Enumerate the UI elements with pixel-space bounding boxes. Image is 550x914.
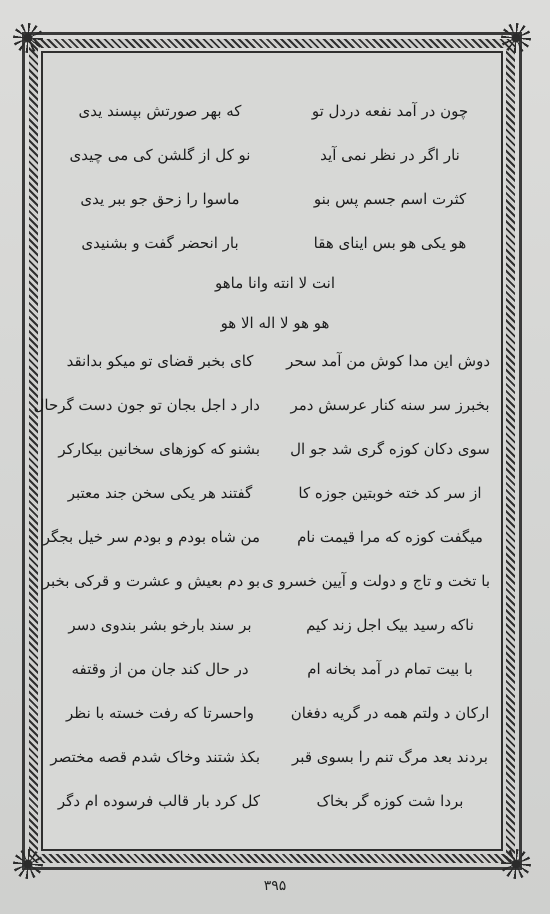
page-number: ۳۹۵ (263, 878, 287, 894)
hemistich: کل کرد بار قالب فرسوده ام دگر (57, 792, 260, 810)
hemistich: واحسرتا که رفت خسته با نظر (66, 704, 254, 722)
hemistich: بر سند بارخو بشر بندوی دسر (68, 616, 252, 634)
couplet (60, 475, 490, 511)
hemistich: دوش این مدا کوش من آمد سحر (286, 352, 490, 370)
poem-text (33, 85, 490, 845)
corner-ornament-icon (501, 23, 531, 53)
hemistich: که بهر صورتش بپسند یدی (78, 102, 242, 120)
hemistich: کای بخبر قضای تو میکو بدانقد (66, 352, 254, 370)
couplet (60, 607, 490, 643)
couplet (60, 137, 490, 173)
couplet (60, 695, 490, 731)
hemistich: بکذ شتند وخاک شدم قصه مختصر (50, 748, 260, 766)
hemistich: میگفت کوزه که مرا قیمت نام (297, 528, 483, 546)
couplet (42, 563, 490, 599)
hemistich: کثرت اسم جسم پس بنو (313, 190, 467, 208)
couplet (57, 783, 490, 819)
hemistich: سوی دکان کوزه گری شد جو ال (290, 440, 490, 458)
hemistich: بردا شت کوزه گر بخاک (316, 792, 464, 810)
couplet (60, 181, 490, 217)
couplet (60, 93, 490, 129)
corner-ornament-icon (501, 849, 531, 879)
hemistich: بار انحضر گفت و بشنیدی (81, 234, 239, 252)
couplet (33, 387, 490, 423)
hemistich: با تخت و تاج و دولت و آیین خسرو ی (262, 572, 490, 590)
couplet (60, 225, 490, 261)
hemistich: دار د اجل بجان تو جون دست گرحال (33, 396, 260, 414)
hemistich: بخبرز سر سنه کنار عرسش دمر (290, 396, 490, 414)
hemistich: بو دم بعیش و عشرت و قرکی بخبر (42, 572, 260, 590)
hemistich: نو کل از گلشن کی می چیدی (69, 146, 251, 164)
couplet (42, 519, 490, 555)
hemistich: بردند بعد مرگ تنم را بسوی قبر (292, 748, 488, 766)
corner-ornament-icon (13, 849, 43, 879)
couplet (50, 739, 490, 775)
refrain-line: هو هو لا اله الا هو (220, 314, 330, 332)
couplet (60, 343, 490, 379)
hemistich: ناکه رسید بیک اجل زند کیم (306, 616, 474, 634)
couplet (60, 651, 490, 687)
hemistich: ماسوا را زحق جو ببر یدی (80, 190, 240, 208)
couplet (60, 431, 490, 467)
hemistich: نار اگر در نظر نمی آید (320, 146, 460, 164)
hemistich: چون در آمد نفعه دردل تو (311, 102, 469, 120)
hemistich: من شاه بودم و بودم سر خیل بجگر (42, 528, 260, 546)
hemistich: ارکان د ولتم همه در گریه دفغان (290, 704, 490, 722)
hemistich: گفتند هر یکی سخن جند معتبر (67, 484, 253, 502)
hemistich: با بیت تمام در آمد بخانه ام (307, 660, 473, 678)
corner-ornament-icon (13, 23, 43, 53)
hemistich: از سر کد خته خوبتین جوزه کا (298, 484, 482, 502)
refrain-line: انت لا انته وانا ماهو (214, 274, 336, 292)
hemistich: هو یکی هو بس اینای هقا (313, 234, 467, 252)
hemistich: در حال کند جان من از وقتفه (71, 660, 249, 678)
hemistich: بشنو که کوزهای سخانین بیکارکر (58, 440, 260, 458)
